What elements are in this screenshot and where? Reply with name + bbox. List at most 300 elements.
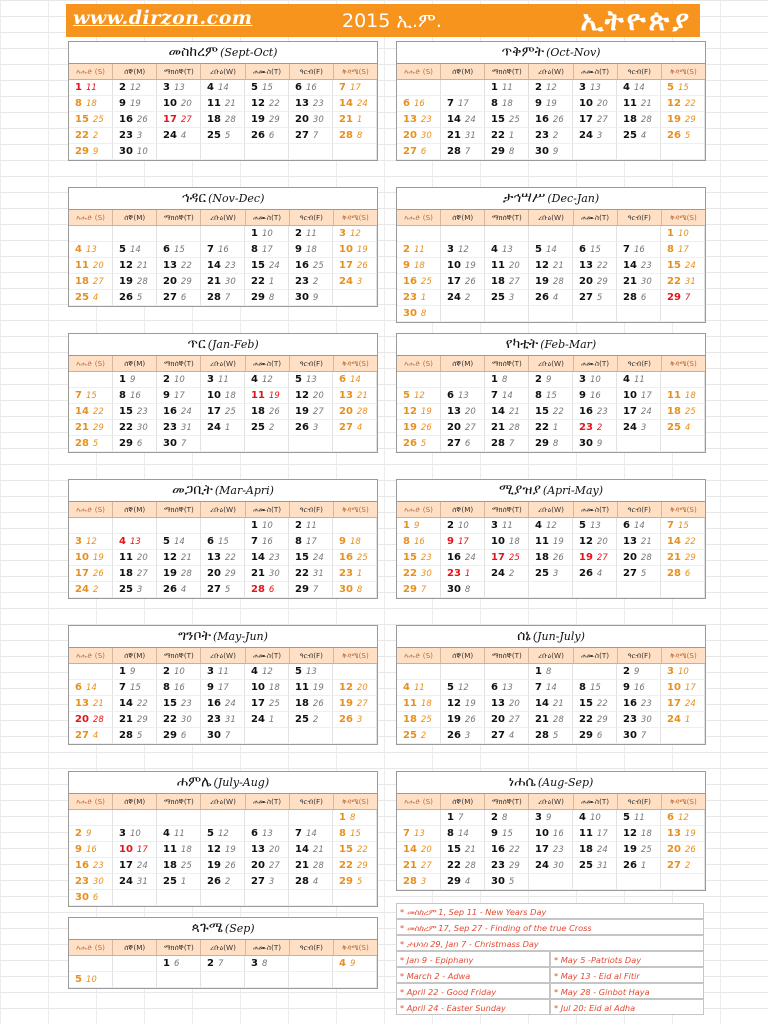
ethiopian-day: 15 — [295, 552, 309, 563]
gregorian-day: 31 — [312, 569, 324, 579]
day-cell — [529, 258, 573, 274]
weekday-label: ሰኞ(M) — [113, 356, 157, 371]
gregorian-day: 27 — [420, 861, 432, 871]
ethiopian-day: 6 — [579, 244, 586, 255]
month-gregorian-range: (Dec-Jan) — [547, 192, 600, 205]
gregorian-day: 2 — [684, 861, 691, 871]
day-cell — [485, 874, 529, 890]
gregorian-day: 8 — [349, 813, 356, 823]
day-cell — [69, 144, 113, 160]
day-cell — [573, 436, 617, 452]
day-cell — [333, 112, 377, 128]
gregorian-day: 19 — [312, 683, 324, 693]
month-block — [396, 625, 706, 745]
day-cell — [661, 826, 705, 842]
ethiopian-day: 23 — [403, 292, 417, 303]
day-cell — [573, 80, 617, 96]
day-cell — [485, 826, 529, 842]
ethiopian-day: 4 — [623, 374, 630, 385]
ethiopian-day: 27 — [623, 568, 637, 579]
empty-day-cell — [573, 144, 617, 160]
ethiopian-day: 10 — [491, 536, 505, 547]
gregorian-day: 10 — [129, 829, 141, 839]
weekday-label: ቅዳሜ(S) — [670, 797, 697, 806]
gregorian-day: 27 — [268, 861, 280, 871]
day-cell — [113, 534, 157, 550]
gregorian-day: 20 — [420, 845, 432, 855]
weekday-label: ሰኞ(M) — [441, 502, 485, 517]
gregorian-day: 20 — [508, 261, 520, 271]
gregorian-day: 7 — [224, 293, 231, 303]
gregorian-day: 13 — [261, 829, 273, 839]
gregorian-day: 7 — [508, 439, 515, 449]
gregorian-day: 23 — [596, 407, 608, 417]
weekday-label: ረቡዕ(W) — [529, 794, 573, 809]
day-cell — [573, 550, 617, 566]
day-cell — [617, 664, 661, 680]
gregorian-day: 3 — [356, 715, 363, 725]
gregorian-day: 22 — [684, 99, 696, 109]
gregorian-day: 10 — [173, 667, 185, 677]
day-cell — [441, 534, 485, 550]
gregorian-day: 29 — [136, 715, 148, 725]
weekday-label: ረቡዕ(W) — [201, 502, 245, 517]
weekday-label: ማክሰኞ(T) — [485, 356, 529, 371]
day-cell — [397, 112, 441, 128]
ethiopian-day: 17 — [447, 276, 461, 287]
gregorian-day: 8 — [356, 585, 363, 595]
day-cell — [573, 728, 617, 744]
day-cell — [157, 696, 201, 712]
gregorian-day: 11 — [501, 83, 513, 93]
day-cell — [485, 550, 529, 566]
day-cell — [661, 258, 705, 274]
gregorian-day: 8 — [356, 131, 363, 141]
weekday-label: ዓርብ(F) — [618, 502, 662, 517]
empty-day-cell — [441, 226, 485, 242]
holiday-item: * May 13 - Eid al Fitir — [550, 967, 704, 983]
day-grid — [397, 664, 705, 744]
ethiopian-day: 3 — [207, 374, 214, 385]
weekday-label: ቅዳሜ(S) — [342, 213, 369, 222]
weekday-label: ሰኞ(M) — [113, 648, 157, 663]
empty-day-cell — [661, 372, 705, 388]
ethiopian-day: 8 — [251, 244, 258, 255]
ethiopian-day: 12 — [535, 260, 549, 271]
ethiopian-day: 20 — [207, 568, 221, 579]
ethiopian-day: 9 — [403, 260, 410, 271]
ethiopian-day: 2 — [207, 958, 214, 969]
gregorian-day: 4 — [92, 731, 99, 741]
gregorian-day: 27 — [312, 407, 324, 417]
gregorian-day: 10 — [457, 521, 469, 531]
ethiopian-day: 24 — [667, 714, 681, 725]
gregorian-day: 26 — [464, 277, 476, 287]
ethiopian-day: 27 — [491, 730, 505, 741]
gregorian-day: 29 — [224, 569, 236, 579]
weekday-label: ቅዳሜ(S) — [670, 359, 697, 368]
gregorian-day: 13 — [173, 83, 185, 93]
gregorian-day: 29 — [596, 715, 608, 725]
empty-day-cell — [201, 144, 245, 160]
gregorian-day: 19 — [545, 99, 557, 109]
day-cell — [157, 258, 201, 274]
day-cell — [661, 96, 705, 112]
gregorian-day: 13 — [129, 537, 141, 547]
ethiopian-day: 22 — [163, 714, 177, 725]
holiday-item: * Jan 9 - Epiphany — [396, 951, 550, 967]
ethiopian-day: 7 — [119, 682, 126, 693]
ethiopian-day: 29 — [119, 438, 133, 449]
gregorian-day: 18 — [508, 537, 520, 547]
weekday-label: ዓርብ(F) — [618, 210, 662, 225]
ethiopian-day: 11 — [119, 552, 133, 563]
day-cell — [661, 810, 705, 826]
day-cell — [661, 534, 705, 550]
gregorian-day: 21 — [356, 391, 368, 401]
day-cell — [441, 858, 485, 874]
day-cell — [529, 242, 573, 258]
gregorian-day: 9 — [85, 829, 92, 839]
gregorian-day: 18 — [413, 261, 425, 271]
month-name: ሚያዝያ — [498, 482, 541, 498]
ethiopian-day: 27 — [667, 860, 681, 871]
day-cell — [289, 112, 333, 128]
month-gregorian-range: (Feb-Mar) — [540, 338, 597, 351]
day-cell — [485, 842, 529, 858]
gregorian-day: 10 — [173, 375, 185, 385]
day-grid — [69, 664, 377, 744]
day-cell — [397, 858, 441, 874]
ethiopian-day: 1 — [163, 958, 170, 969]
weekday-label: እሑድ (S) — [69, 356, 113, 371]
day-cell — [157, 404, 201, 420]
gregorian-day: 18 — [684, 391, 696, 401]
day-cell — [69, 696, 113, 712]
empty-day-cell — [245, 810, 289, 826]
gregorian-day: 4 — [356, 423, 363, 433]
day-cell — [245, 664, 289, 680]
day-cell — [69, 128, 113, 144]
weekday-label: ሰኞ(M) — [113, 940, 157, 955]
ethiopian-day: 17 — [119, 860, 133, 871]
ethiopian-day: 7 — [403, 828, 410, 839]
day-cell — [201, 274, 245, 290]
gregorian-day: 27 — [508, 715, 520, 725]
ethiopian-day: 23 — [163, 422, 177, 433]
site-link[interactable]: www.dirzon.com — [73, 7, 253, 29]
ethiopian-day: 11 — [251, 390, 265, 401]
month-name: ሰኔ — [517, 628, 531, 644]
ethiopian-day: 24 — [339, 276, 353, 287]
day-cell — [333, 842, 377, 858]
gregorian-day: 16 — [413, 99, 425, 109]
weekday-label: ሐሙስ(T) — [574, 64, 618, 79]
ethiopian-day: 29 — [579, 730, 593, 741]
gregorian-day: 21 — [92, 699, 104, 709]
day-cell — [573, 696, 617, 712]
gregorian-day: 2 — [420, 731, 427, 741]
day-cell — [573, 518, 617, 534]
gregorian-day: 7 — [420, 585, 427, 595]
day-cell — [69, 242, 113, 258]
gregorian-day: 10 — [85, 975, 97, 985]
gregorian-day: 11 — [413, 245, 425, 255]
ethiopian-day: 13 — [75, 698, 89, 709]
day-grid — [69, 810, 377, 906]
gregorian-day: 4 — [508, 731, 515, 741]
month-block — [68, 771, 378, 907]
day-cell — [485, 404, 529, 420]
day-cell — [289, 712, 333, 728]
gregorian-day: 19 — [92, 553, 104, 563]
day-cell — [333, 372, 377, 388]
day-cell — [69, 112, 113, 128]
ethiopian-day: 3 — [667, 666, 674, 677]
day-cell — [529, 404, 573, 420]
day-cell — [333, 550, 377, 566]
weekday-label: ረቡዕ(W) — [529, 648, 573, 663]
ethiopian-day: 14 — [295, 844, 309, 855]
month-block — [396, 479, 706, 599]
gregorian-day: 12 — [349, 229, 361, 239]
ethiopian-day: 27 — [75, 730, 89, 741]
ethiopian-day: 16 — [119, 114, 133, 125]
ethiopian-day: 11 — [579, 828, 593, 839]
day-cell — [113, 290, 157, 306]
gregorian-day: 21 — [552, 261, 564, 271]
weekday-header — [397, 64, 705, 80]
gregorian-day: 6 — [173, 959, 180, 969]
gregorian-day: 23 — [92, 861, 104, 871]
ethiopian-day: 20 — [623, 552, 637, 563]
gregorian-day: 12 — [457, 245, 469, 255]
ethiopian-day: 19 — [339, 698, 353, 709]
weekday-label: ማክሰኞ(T) — [157, 940, 201, 955]
day-cell — [201, 388, 245, 404]
ethiopian-day: 11 — [163, 844, 177, 855]
gregorian-day: 2 — [224, 877, 231, 887]
ethiopian-day: 5 — [667, 82, 674, 93]
empty-day-cell — [617, 144, 661, 160]
gregorian-day: 5 — [420, 439, 427, 449]
gregorian-day: 3 — [356, 277, 363, 287]
ethiopian-day: 1 — [119, 374, 126, 385]
ethiopian-day: 22 — [119, 422, 133, 433]
gregorian-day: 5 — [136, 293, 143, 303]
gregorian-day: 3 — [136, 585, 143, 595]
weekday-label: እሑድ (S) — [69, 64, 113, 79]
month-title — [69, 772, 377, 794]
weekday-label: እሑድ (S) — [397, 648, 441, 663]
weekday-label: እሑድ (S) — [397, 210, 441, 225]
ethiopian-day: 1 — [535, 666, 542, 677]
day-cell — [69, 680, 113, 696]
gregorian-day: 2 — [552, 131, 559, 141]
gregorian-day: 9 — [552, 147, 559, 157]
ethiopian-day: 5 — [119, 244, 126, 255]
day-cell — [661, 518, 705, 534]
gregorian-day: 28 — [508, 423, 520, 433]
gregorian-day: 17 — [457, 537, 469, 547]
day-cell — [397, 550, 441, 566]
ethiopian-day: 22 — [75, 130, 89, 141]
empty-day-cell — [157, 810, 201, 826]
ethiopian-day: 7 — [447, 98, 454, 109]
gregorian-day: 3 — [312, 423, 319, 433]
gregorian-day: 19 — [552, 537, 564, 547]
gregorian-day: 22 — [136, 699, 148, 709]
day-cell — [69, 972, 113, 988]
ethiopian-day: 20 — [163, 276, 177, 287]
ethiopian-day: 16 — [403, 276, 417, 287]
month-block — [396, 187, 706, 323]
ethiopian-day: 26 — [623, 860, 637, 871]
gregorian-day: 22 — [684, 537, 696, 547]
day-cell — [397, 566, 441, 582]
ethiopian-day: 18 — [667, 406, 681, 417]
ethiopian-day: 9 — [163, 390, 170, 401]
ethiopian-day: 18 — [163, 860, 177, 871]
ethiopian-day: 28 — [447, 146, 461, 157]
gregorian-day: 16 — [217, 245, 229, 255]
gregorian-day: 7 — [312, 585, 319, 595]
day-cell — [617, 826, 661, 842]
ethiopian-day: 18 — [623, 114, 637, 125]
day-cell — [333, 956, 377, 972]
gregorian-day: 30 — [92, 877, 104, 887]
gregorian-day: 25 — [420, 277, 432, 287]
ethiopian-day: 30 — [579, 438, 593, 449]
day-cell — [617, 680, 661, 696]
weekday-label: ሐሙስ(T) — [574, 502, 618, 517]
ethiopian-day: 13 — [447, 406, 461, 417]
day-cell — [617, 728, 661, 744]
ethiopian-day: 3 — [75, 536, 82, 547]
gregorian-day: 3 — [552, 569, 559, 579]
gregorian-day: 7 — [640, 731, 647, 741]
gregorian-day: 28 — [552, 277, 564, 287]
gregorian-day: 20 — [92, 261, 104, 271]
empty-day-cell — [617, 226, 661, 242]
ethiopian-day: 1 — [491, 374, 498, 385]
day-cell — [333, 128, 377, 144]
day-cell — [529, 566, 573, 582]
ethiopian-day: 24 — [207, 422, 221, 433]
empty-day-cell — [201, 226, 245, 242]
gregorian-day: 4 — [312, 877, 319, 887]
ethiopian-day: 21 — [667, 552, 681, 563]
month-gregorian-range: (Aug-Sep) — [537, 776, 594, 789]
gregorian-day: 9 — [596, 439, 603, 449]
gregorian-day: 28 — [224, 115, 236, 125]
gregorian-day: 4 — [180, 585, 187, 595]
ethiopian-day: 22 — [447, 860, 461, 871]
weekday-label: ቅዳሜ(S) — [670, 67, 697, 76]
day-cell — [69, 858, 113, 874]
gregorian-day: 15 — [589, 683, 601, 693]
gregorian-day: 19 — [224, 845, 236, 855]
gregorian-day: 20 — [180, 99, 192, 109]
gregorian-day: 30 — [268, 569, 280, 579]
ethiopian-day: 9 — [119, 98, 126, 109]
empty-day-cell — [661, 874, 705, 890]
ethiopian-day: 28 — [75, 438, 89, 449]
gregorian-day: 24 — [268, 261, 280, 271]
ethiopian-day: 11 — [403, 698, 417, 709]
day-cell — [485, 810, 529, 826]
gregorian-day: 17 — [684, 683, 696, 693]
ethiopian-day: 25 — [491, 292, 505, 303]
empty-day-cell — [201, 436, 245, 452]
day-cell — [69, 712, 113, 728]
gregorian-day: 28 — [464, 861, 476, 871]
ethiopian-day: 13 — [207, 552, 221, 563]
ethiopian-day: 1 — [447, 812, 454, 823]
day-cell — [245, 956, 289, 972]
ethiopian-day: 13 — [491, 698, 505, 709]
month-block — [396, 333, 706, 453]
gregorian-day: 30 — [640, 277, 652, 287]
day-cell — [617, 258, 661, 274]
empty-day-cell — [157, 518, 201, 534]
ethiopian-day: 14 — [207, 260, 221, 271]
ethiopian-day: 7 — [535, 682, 542, 693]
gregorian-day: 22 — [224, 553, 236, 563]
day-cell — [333, 80, 377, 96]
day-cell — [441, 404, 485, 420]
ethiopian-day: 15 — [667, 260, 681, 271]
gregorian-day: 21 — [552, 699, 564, 709]
ethiopian-day: 18 — [119, 568, 133, 579]
ethiopian-day: 26 — [403, 438, 417, 449]
day-grid — [397, 372, 705, 452]
empty-day-cell — [289, 144, 333, 160]
gregorian-day: 9 — [92, 147, 99, 157]
gregorian-day: 5 — [356, 877, 363, 887]
day-cell — [397, 306, 441, 322]
weekday-label: ረቡዕ(W) — [201, 940, 245, 955]
holiday-item: * April 24 - Easter Sunday — [396, 999, 550, 1015]
ethiopian-day: 19 — [163, 568, 177, 579]
gregorian-day: 2 — [596, 423, 603, 433]
weekday-header — [397, 794, 705, 810]
holiday-pair — [396, 999, 704, 1015]
day-cell — [157, 712, 201, 728]
ethiopian-day: 5 — [579, 520, 586, 531]
day-cell — [333, 582, 377, 598]
day-cell — [573, 112, 617, 128]
ethiopian-day: 9 — [535, 98, 542, 109]
ethiopian-day: 8 — [119, 390, 126, 401]
ethiopian-day: 14 — [119, 698, 133, 709]
gregorian-day: 1 — [356, 569, 363, 579]
ethiopian-day: 29 — [75, 146, 89, 157]
gregorian-day: 6 — [136, 439, 143, 449]
ethiopian-day: 12 — [251, 98, 265, 109]
ethiopian-day: 8 — [535, 390, 542, 401]
weekday-label: ማክሰኞ(T) — [157, 64, 201, 79]
day-cell — [201, 712, 245, 728]
ethiopian-day: 2 — [295, 228, 302, 239]
ethiopian-day: 9 — [447, 536, 454, 547]
gregorian-day: 10 — [261, 229, 273, 239]
day-cell — [333, 274, 377, 290]
gregorian-day: 4 — [552, 293, 559, 303]
day-cell — [245, 96, 289, 112]
ethiopian-day: 28 — [491, 438, 505, 449]
day-cell — [617, 112, 661, 128]
